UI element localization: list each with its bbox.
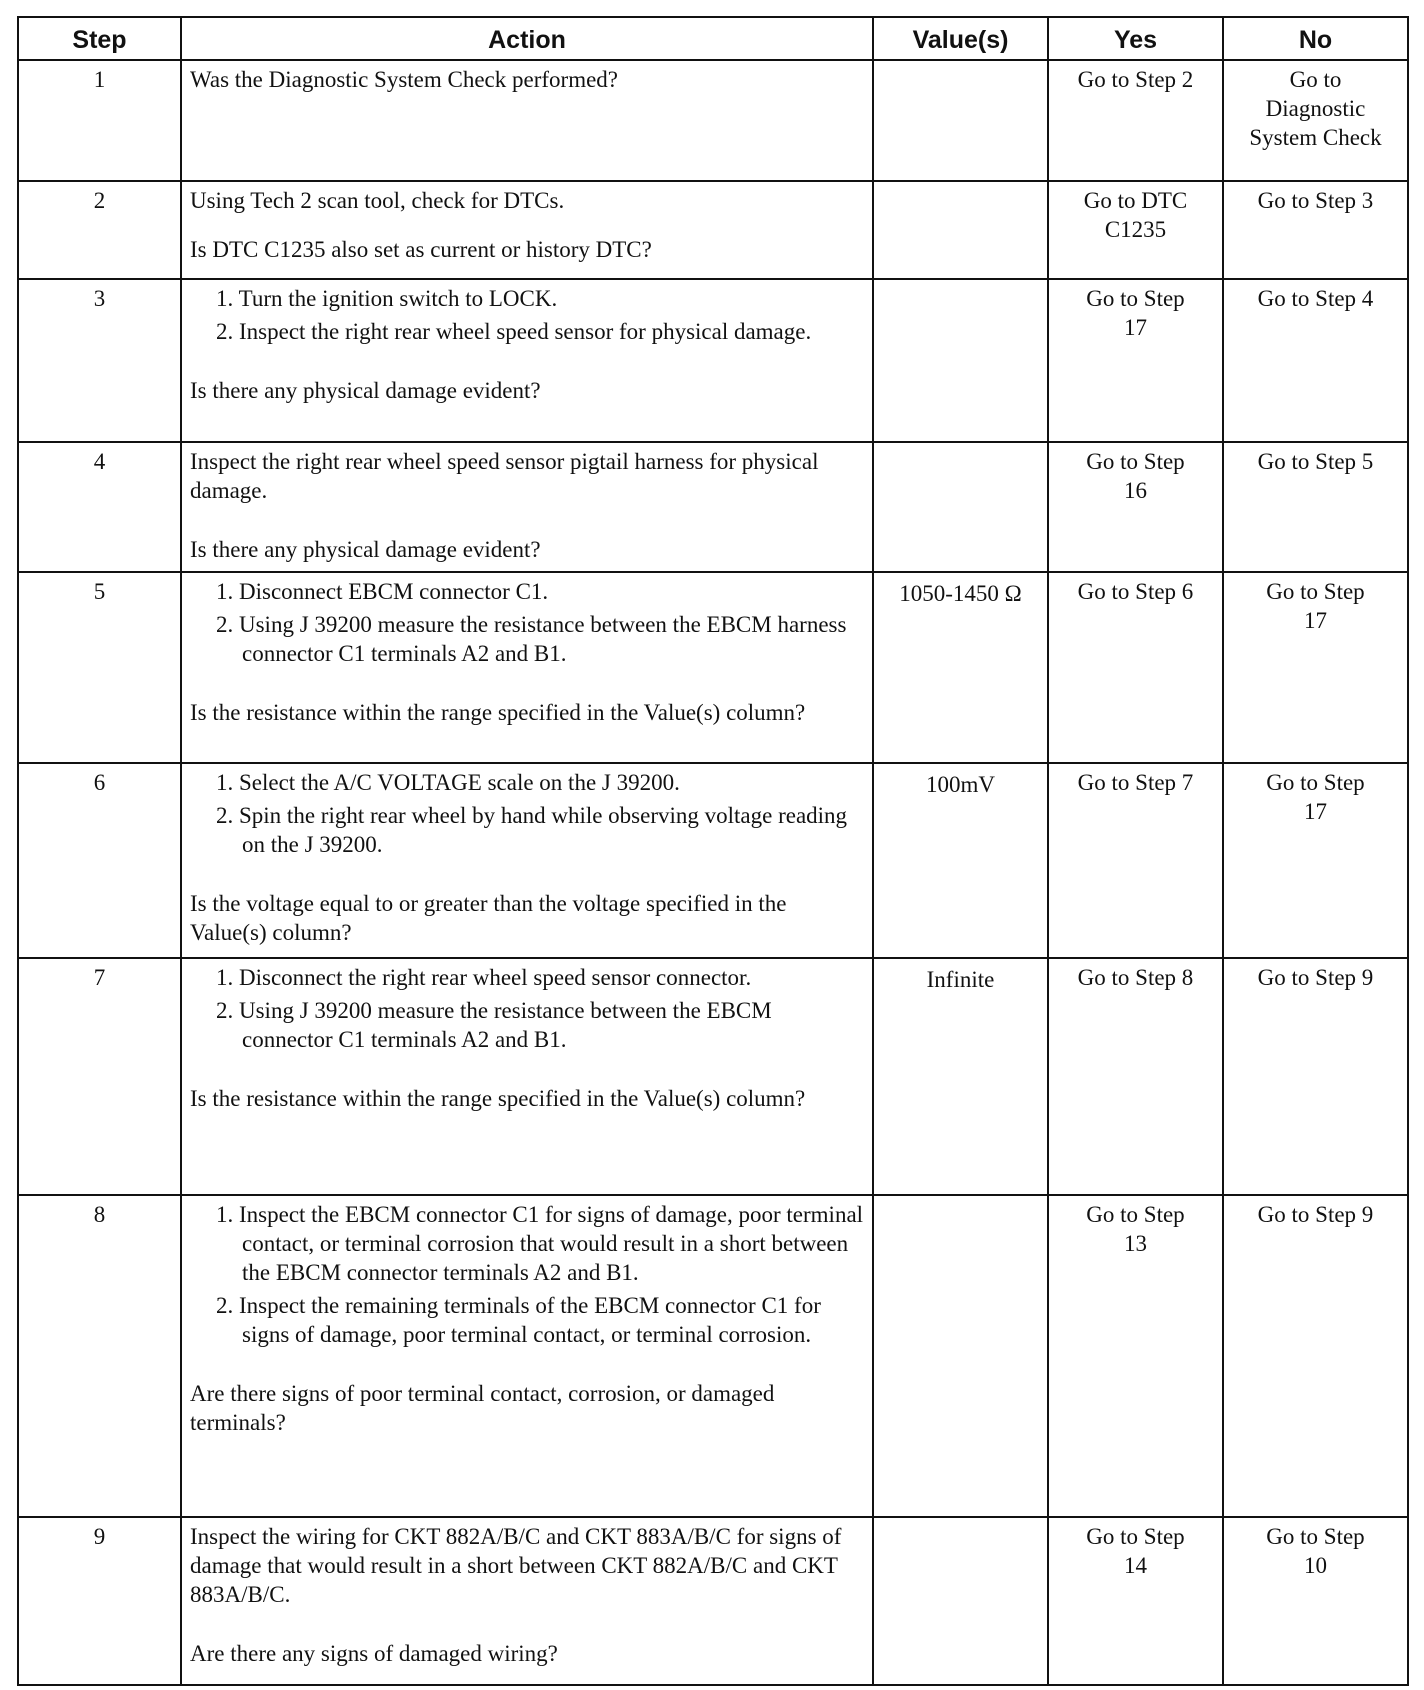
- yes-cell: Go to Step 14: [1048, 1517, 1223, 1685]
- action-text: Using Tech 2 scan tool, check for DTCs.: [190, 187, 565, 213]
- action-step: 1. Turn the ignition switch to LOCK.: [216, 286, 558, 312]
- action-question: Is there any physical damage evident?: [190, 537, 541, 563]
- no-cell: Go to Diagnostic System Check: [1223, 60, 1408, 181]
- table-row: [18, 1195, 1408, 1517]
- action-step: 1. Inspect the EBCM connector C1 for signs of damage, poor terminal contact, or terminal corrosion that would result in a short between the EBCM connector terminals A2 and B1.: [216, 1201, 864, 1285]
- step-number: 8: [18, 1195, 181, 1517]
- yes-cell: Go to Step 17: [1048, 279, 1223, 442]
- action-cell: [181, 958, 873, 1195]
- header-step: Step: [18, 17, 181, 60]
- action-step: 1. Disconnect the right rear wheel speed sensor connector.: [216, 964, 752, 990]
- step-number: 1: [18, 60, 181, 181]
- diagnostic-table: [17, 16, 1409, 1686]
- header-values: Value(s): [873, 17, 1048, 60]
- step-number: 5: [18, 572, 181, 763]
- action-step: 2. Inspect the right rear wheel speed sensor for physical damage.: [216, 319, 812, 345]
- action-question: Is the resistance within the range specified in the Value(s) column?: [190, 1085, 806, 1111]
- action-step: 1. Select the A/C VOLTAGE scale on the J 39200.: [216, 770, 680, 796]
- action-cell: [181, 572, 873, 763]
- no-cell: Go to Step 3: [1223, 181, 1408, 280]
- no-cell: Go to Step 17: [1223, 763, 1408, 957]
- yes-cell: Go to Step 13: [1048, 1195, 1223, 1517]
- table-row: [18, 181, 1408, 280]
- no-cell: Go to Step 17: [1223, 572, 1408, 763]
- yes-cell: Go to Step 8: [1048, 958, 1223, 1195]
- no-cell: Go to Step 5: [1223, 442, 1408, 572]
- action-question: Is there any physical damage evident?: [190, 378, 541, 404]
- action-text: Inspect the right rear wheel speed sensor pigtail harness for physical damage.: [190, 449, 819, 504]
- no-cell: Go to Step 9: [1223, 958, 1408, 1195]
- action-step: 2. Inspect the remaining terminals of the EBCM connector C1 for signs of damage, poor terminal contact, or terminal corrosion.: [216, 1292, 821, 1347]
- table-row: [18, 763, 1408, 957]
- action-steps: [190, 577, 864, 668]
- step-number: 2: [18, 181, 181, 280]
- value-cell: Infinite: [873, 958, 1048, 1195]
- step-number: 4: [18, 442, 181, 572]
- no-cell: Go to Step 9: [1223, 1195, 1408, 1517]
- table-row: [18, 60, 1408, 181]
- action-cell: [181, 1195, 873, 1517]
- table-header: [18, 17, 1408, 60]
- header-row: [18, 17, 1408, 60]
- action-steps: [190, 1200, 864, 1349]
- action-text: Inspect the wiring for CKT 882A/B/C and CKT 883A/B/C for signs of damage that would result in a short between CKT 882A/B/C and CKT 883A/B/C.: [190, 1523, 842, 1607]
- table-row: [18, 279, 1408, 442]
- step-number: 9: [18, 1517, 181, 1685]
- yes-cell: Go to Step 6: [1048, 572, 1223, 763]
- yes-cell: Go to Step 16: [1048, 442, 1223, 572]
- action-steps: [190, 963, 864, 1054]
- value-cell: [873, 279, 1048, 442]
- table-row: [18, 442, 1408, 572]
- value-cell: [873, 60, 1048, 181]
- step-number: 6: [18, 763, 181, 957]
- action-steps: [190, 768, 864, 859]
- header-no: No: [1223, 17, 1408, 60]
- action-cell: [181, 442, 873, 572]
- action-text: Was the Diagnostic System Check performed?: [190, 67, 619, 92]
- value-cell: 100mV: [873, 763, 1048, 957]
- step-number: 7: [18, 958, 181, 1195]
- action-cell: [181, 763, 873, 957]
- yes-cell: Go to Step 7: [1048, 763, 1223, 957]
- action-cell: [181, 1517, 873, 1685]
- header-yes: Yes: [1048, 17, 1223, 60]
- action-steps: [190, 284, 864, 346]
- value-cell: [873, 1517, 1048, 1685]
- table-body: [18, 60, 1408, 1685]
- header-action: Action: [181, 17, 873, 60]
- no-cell: Go to Step 4: [1223, 279, 1408, 442]
- action-question: Is DTC C1235 also set as current or history DTC?: [190, 236, 652, 262]
- action-question: Are there any signs of damaged wiring?: [190, 1640, 558, 1666]
- action-cell: [181, 60, 873, 181]
- action-step: 1. Disconnect EBCM connector C1.: [216, 579, 549, 605]
- action-cell: [181, 181, 873, 280]
- action-step: 2. Spin the right rear wheel by hand while observing voltage reading on the J 39200.: [216, 803, 848, 858]
- action-step: 2. Using J 39200 measure the resistance between the EBCM connector C1 terminals A2 and B1.: [216, 997, 772, 1052]
- value-cell: [873, 1195, 1048, 1517]
- yes-cell: Go to DTC C1235: [1048, 181, 1223, 280]
- yes-cell: Go to Step 2: [1048, 60, 1223, 181]
- value-cell: 1050-1450 Ω: [873, 572, 1048, 763]
- action-step: 2. Using J 39200 measure the resistance between the EBCM harness connector C1 terminals A2 and B1.: [216, 612, 847, 667]
- table-row: [18, 572, 1408, 763]
- no-cell: Go to Step 10: [1223, 1517, 1408, 1685]
- action-question: Is the voltage equal to or greater than the voltage specified in the Value(s) column?: [190, 891, 787, 946]
- table-row: [18, 958, 1408, 1195]
- value-cell: [873, 442, 1048, 572]
- step-number: 3: [18, 279, 181, 442]
- action-question: Are there signs of poor terminal contact, corrosion, or damaged terminals?: [190, 1380, 775, 1435]
- action-question: Is the resistance within the range specified in the Value(s) column?: [190, 700, 806, 726]
- action-cell: [181, 279, 873, 442]
- table-row: [18, 1517, 1408, 1685]
- value-cell: [873, 181, 1048, 280]
